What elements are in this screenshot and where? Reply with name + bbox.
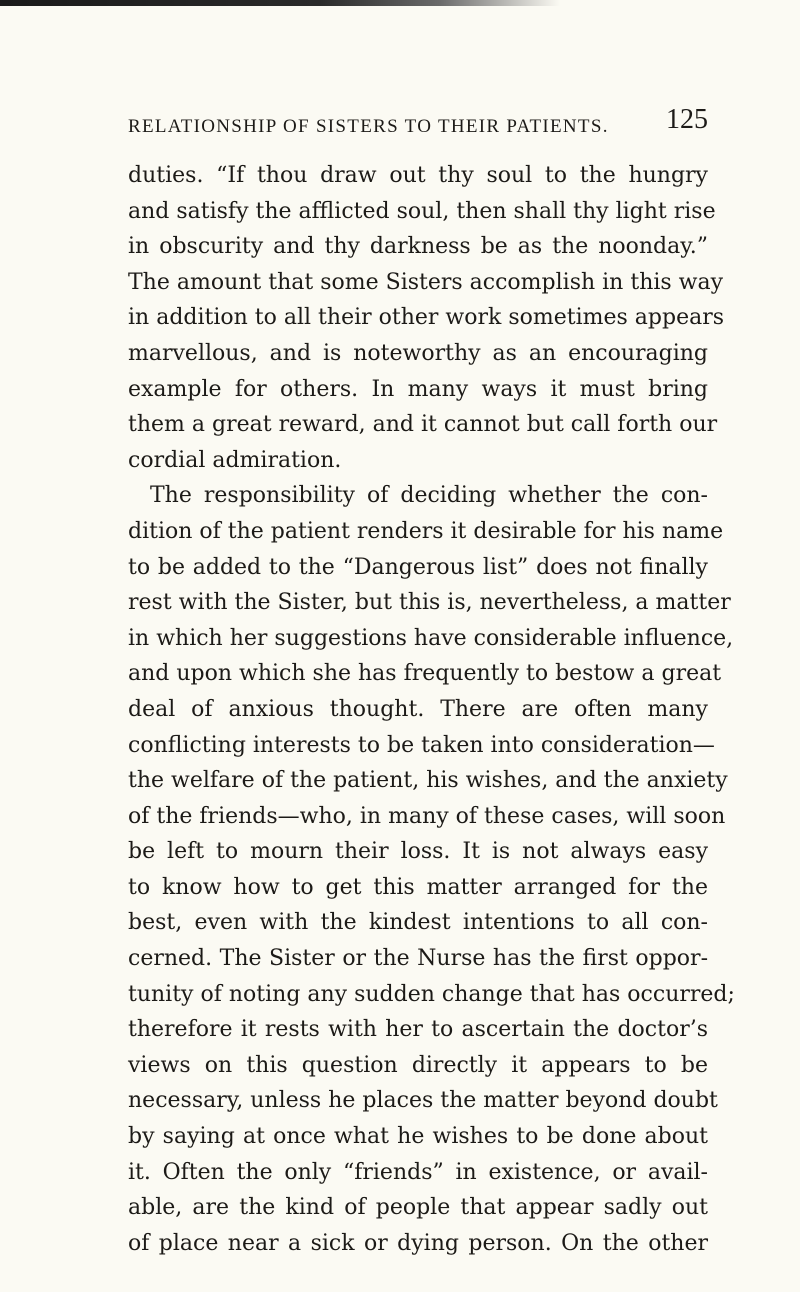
text-line: in obscurity and thy darkness be as the noonday.” <box>128 234 708 260</box>
text-line: the welfare of the patient, his wishes, and the anxiety <box>128 768 728 794</box>
text-line: of place near a sick or dying person. On the other <box>128 1230 708 1256</box>
text-line: necessary, unless he places the matter beyond doubt <box>128 1088 718 1114</box>
page-top-edge-shadow <box>0 0 800 6</box>
text-line: and upon which she has frequently to bestow a great <box>128 661 722 687</box>
text-line: duties. “If thou draw out thy soul to the hungry <box>128 163 708 188</box>
paragraph-start-line: The responsibility of deciding whether the con- <box>150 483 708 509</box>
running-title: RELATIONSHIP OF SISTERS TO THEIR PATIENTS. <box>128 116 609 137</box>
text-line: of the friends—who, in many of these cases, will soon <box>128 803 726 829</box>
running-head <box>128 104 708 144</box>
text-line: deal of anxious thought. There are often many <box>128 696 708 722</box>
text-line: them a great reward, and it cannot but call forth our <box>128 412 718 438</box>
text-line: it. Often the only “friends” in existence, or avail- <box>128 1159 708 1185</box>
text-line: marvellous, and is noteworthy as an encouraging <box>128 340 708 366</box>
text-line: by saying at once what he wishes to be done about <box>128 1124 708 1150</box>
text-line: able, are the kind of people that appear sadly out <box>128 1195 708 1221</box>
text-line: tunity of noting any sudden change that has occurred; <box>128 981 735 1007</box>
text-line: The amount that some Sisters accomplish in this way <box>128 269 724 295</box>
text-line: cordial admiration. <box>128 447 342 473</box>
text-line: example for others. In many ways it must bring <box>128 376 708 402</box>
text-line: rest with the Sister, but this is, nevertheless, a matter <box>128 590 731 616</box>
text-line: conflicting interests to be taken into consideration— <box>128 732 715 758</box>
text-line: therefore it rests with her to ascertain the doctor’s <box>128 1017 708 1043</box>
text-line: best, even with the kindest intentions to all con- <box>128 910 708 936</box>
text-line: views on this question directly it appears to be <box>128 1052 708 1078</box>
text-line: dition of the patient renders it desirable for his name <box>128 518 724 544</box>
text-line: in which her suggestions have considerable influence, <box>128 625 734 651</box>
page-number: 125 <box>666 104 708 135</box>
text-line: cerned. The Sister or the Nurse has the first oppor- <box>128 946 708 972</box>
text-line: to be added to the “Dangerous list” does not finally <box>128 554 708 580</box>
body-text <box>128 158 735 1261</box>
text-line: to know how to get this matter arranged for the <box>128 874 708 900</box>
text-line: and satisfy the afflicted soul, then shall thy light rise <box>128 198 716 224</box>
text-line: in addition to all their other work sometimes appears <box>128 305 725 331</box>
text-line: be left to mourn their loss. It is not always easy <box>128 839 708 865</box>
